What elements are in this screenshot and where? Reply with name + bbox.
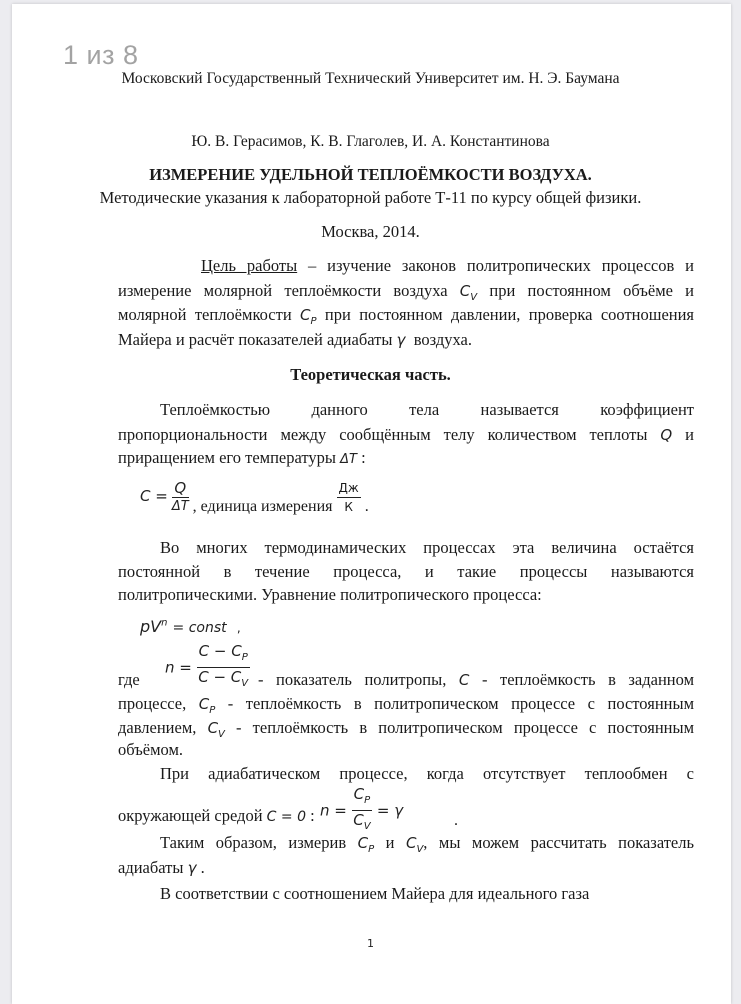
formula-end-period: . xyxy=(454,812,458,829)
para-text: приращением его температуры xyxy=(118,448,336,467)
goal-text: измерение молярной теплоёмкости воздуха xyxy=(118,281,448,300)
page-counter: 1 из 8 xyxy=(63,40,139,70)
goal-line-3 xyxy=(118,305,694,327)
authors: Ю. В. Герасимов, К. В. Глаголев, И. А. Константинова xyxy=(191,133,550,150)
goal-line-1 xyxy=(201,256,694,276)
symbol-gamma: γ xyxy=(396,331,406,349)
para-text: - теплоёмкость в политропическом процессе с постоянным xyxy=(236,718,695,737)
formula-polytropic: $pV^n$ = const , xyxy=(140,617,241,636)
para-text: : xyxy=(361,448,366,467)
para-text: адиабаты xyxy=(118,858,184,877)
para1-line-2 xyxy=(118,425,694,445)
para-text: окружающей средой xyxy=(118,806,263,825)
goal-text: при постоянном давлении, проверка соотношения xyxy=(324,305,695,324)
para3-line-3 xyxy=(118,718,694,740)
document-title: ИЗМЕРЕНИЕ УДЕЛЬНОЙ ТЕПЛОЁМКОСТИ ВОЗДУХА. xyxy=(149,165,592,184)
para3-line-2 xyxy=(118,694,694,716)
para-text: и xyxy=(385,833,395,852)
para-text: - теплоёмкость в политропическом процессе с постоянным xyxy=(227,694,695,713)
para5-line-1 xyxy=(160,833,694,855)
para-text: и xyxy=(685,425,694,444)
para1-line-3 xyxy=(118,448,366,468)
symbol-c: C xyxy=(458,671,470,689)
formula-fraction: $\frac{Q}{\Delta T}$ xyxy=(171,479,189,514)
goal-label: Цель работы xyxy=(201,256,298,275)
symbol-cv: $C_V$ xyxy=(459,282,478,303)
formula-fraction: $\frac{C - C_P}{C - C_V}$ xyxy=(198,642,249,689)
formula-fraction: $\frac{C_P}{C_V}$ xyxy=(353,785,371,832)
formula-text: , единица измерения xyxy=(192,498,333,516)
para-text: - показатель политропы, xyxy=(258,670,447,689)
page-number: 1 xyxy=(367,937,374,950)
document-subtitle: Методические указания к лабораторной работе Т-11 по курсу общей физики. xyxy=(99,188,642,207)
para2-line-1: Во многих термодинамических процессах эта величина остаётся xyxy=(160,538,694,557)
para-text: давлением, xyxy=(118,718,197,737)
goal-text: при постоянном объёме и xyxy=(489,281,695,300)
goal-text: воздуха. xyxy=(413,330,472,349)
para-text: пропорциональности между сообщённым телу количеством теплоты xyxy=(118,425,648,444)
university-name: Московский Государственный Технический Университет им. Н. Э. Баумана xyxy=(121,70,620,87)
symbol-q: Q xyxy=(660,426,673,444)
para-text: Таким образом, измерив xyxy=(160,833,347,852)
para6-line-1: В соответствии с соотношением Майера для идеального газа xyxy=(160,884,590,903)
para2-line-3: политропическими. Уравнение политропического процесса: xyxy=(118,585,542,604)
para-text: - теплоёмкость в заданном xyxy=(481,670,695,689)
symbol-cp: $C_P$ xyxy=(198,695,216,716)
para2-line-2: постоянной в течение процесса, и такие процессы называются xyxy=(118,562,694,581)
unit-fraction: $\frac{Дж}{К}$ xyxy=(338,481,359,514)
para5-line-2: адиабаты γ . xyxy=(118,858,205,877)
formula-heat-capacity: C = $\frac{Q}{\Delta T}$ , единица измерения $\frac{Дж}{К}$ . xyxy=(140,479,369,516)
symbol-gamma: γ xyxy=(187,859,197,877)
symbol-cv: $C_V$ xyxy=(207,719,225,740)
city-year: Москва, 2014. xyxy=(321,222,420,241)
formula-adiabatic-index: n = $\frac{C_P}{C_V}$ = γ xyxy=(320,785,403,836)
goal-text: Майера и расчёт показателей адиабаты xyxy=(118,330,393,349)
para1-line-1: Теплоёмкостью данного тела называется коэффициент xyxy=(160,400,694,419)
symbol-delta-t: ΔT xyxy=(340,452,357,467)
para-text: , мы можем рассчитать показатель xyxy=(423,833,695,852)
goal-line-4 xyxy=(118,330,472,350)
para3-line-1 xyxy=(258,670,694,690)
formula-lhs: C = xyxy=(140,487,168,506)
goal-line-2 xyxy=(118,281,694,303)
para-text: процессе, xyxy=(118,694,187,713)
symbol-cp: $C_P$ xyxy=(300,306,317,327)
formula-polytropic-index: n = $\frac{C - C_P}{C - C_V}$ xyxy=(165,642,250,693)
section-heading: Теоретическая часть. xyxy=(290,365,451,384)
para3-where: где xyxy=(118,670,140,689)
para3-line-4: объёмом. xyxy=(118,740,184,759)
para4-line-2: окружающей средой C = 0 : xyxy=(118,806,315,825)
para4-line-1: При адиабатическом процессе, когда отсутствует теплообмен с xyxy=(160,764,694,783)
symbol-cp: $C_P$ xyxy=(357,834,375,855)
goal-text: – изучение законов политропических процессов и xyxy=(308,256,694,275)
formula-c-zero: C = 0 xyxy=(266,809,306,825)
symbol-cv: $C_V$ xyxy=(405,834,424,855)
goal-text: молярной теплоёмкости xyxy=(118,305,292,324)
